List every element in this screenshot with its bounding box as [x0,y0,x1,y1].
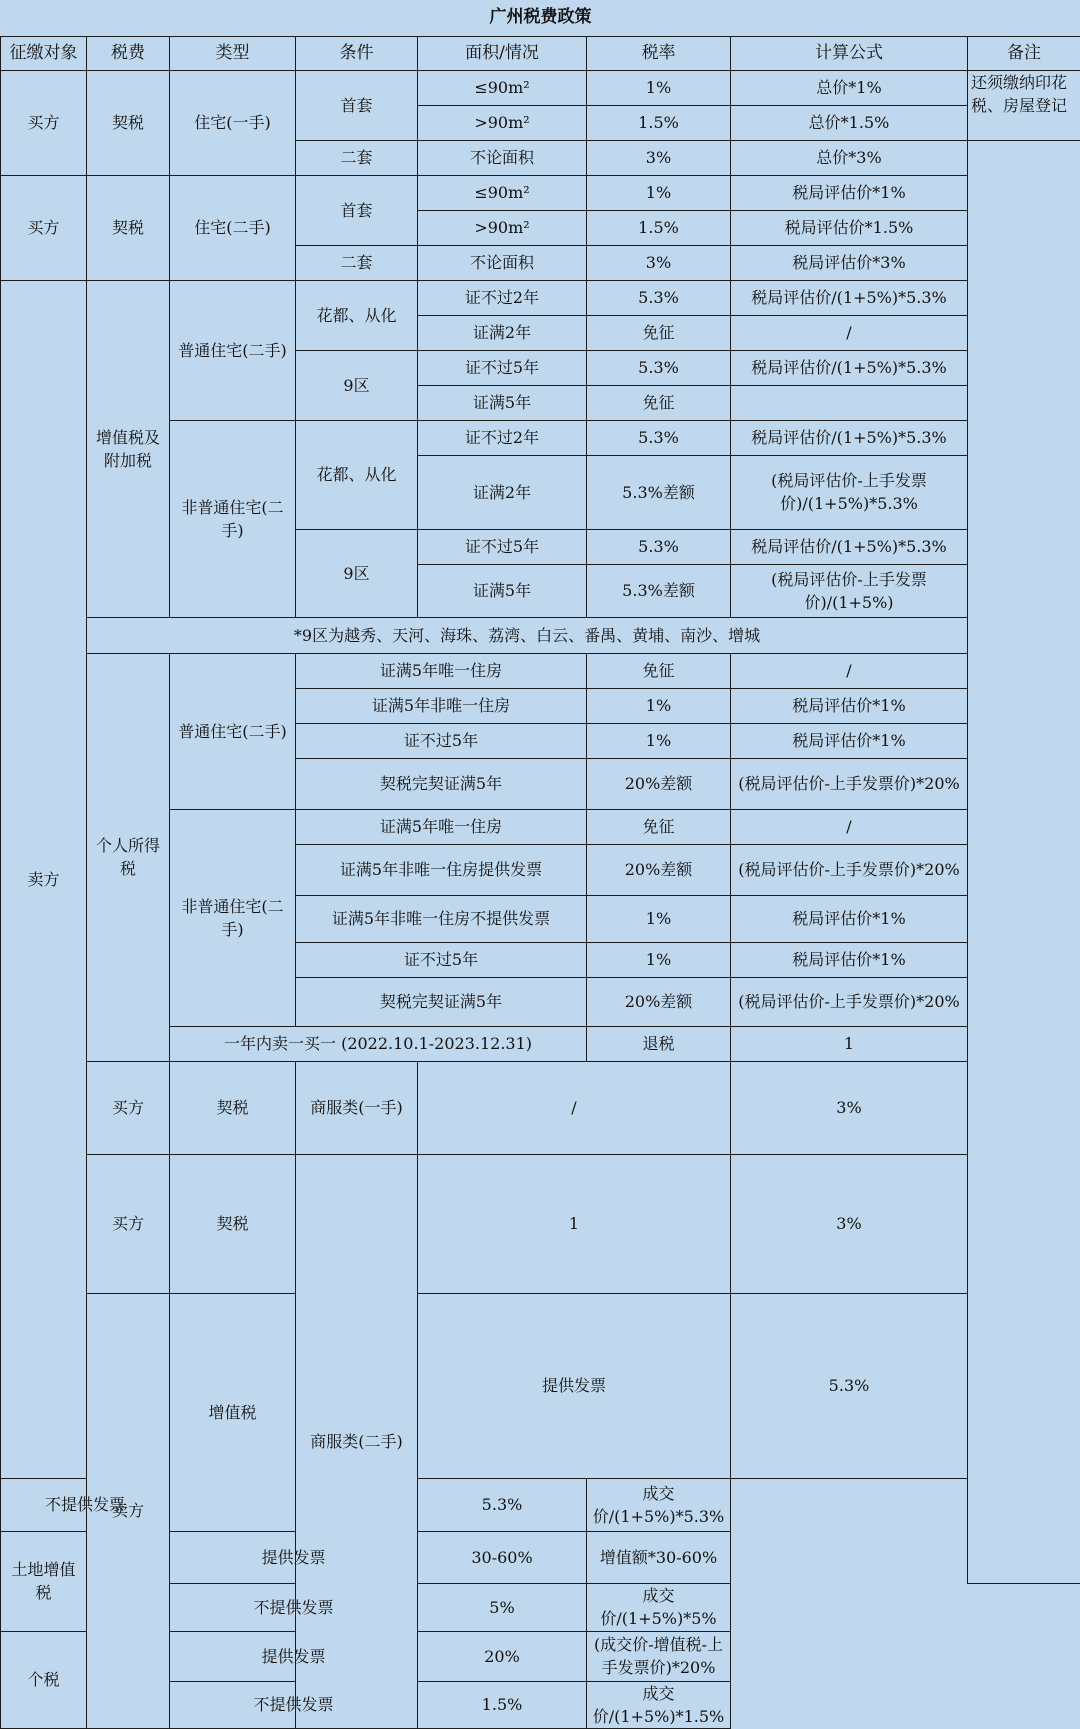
formula-cell: 税局评估价*1% [731,175,968,210]
type-cell: 非普通住宅(二手) [170,809,296,1026]
rate-cell: 1.5% [587,210,731,245]
condition-cell: 首套 [296,70,418,140]
rate-cell: 1% [587,895,731,942]
condition-cell: 契税完契证满5年 [296,977,587,1026]
area-cell: 证不过2年 [418,420,587,455]
type-cell: 住宅(一手) [170,70,296,175]
rate-cell: 5.3% [587,529,731,564]
type-cell: 普通住宅(二手) [170,653,296,809]
remark-line: 还须缴纳印花税、房屋登记 [971,71,1077,117]
condition-cell: 花都、从化 [296,280,418,350]
condition-cell: 不提供发票 [1,1478,170,1531]
rate-cell: 3% [587,140,731,175]
condition-cell: 证满5年唯一住房 [296,653,587,688]
rate-cell: 5.3% [587,350,731,385]
tax-cell: 契税 [170,1061,296,1154]
condition-cell: 提供发票 [418,1293,731,1478]
area-cell: 证满5年 [418,385,587,420]
rate-cell: 5% [418,1583,587,1631]
type-cell: 商服类(一手) [296,1061,418,1154]
condition-cell: / [418,1061,731,1154]
formula-cell: 总价*1.5% [731,105,968,140]
area-cell: 证满5年 [418,564,587,617]
rate-cell: 3% [731,1154,968,1293]
type-cell: 住宅(二手) [170,175,296,280]
formula-cell: / [731,809,968,844]
formula-cell [731,385,968,420]
payer-cell: 卖方 [1,280,87,1478]
payer-cell: 买方 [87,1061,170,1154]
formula-cell: / [731,315,968,350]
tax-cell: 土地增值税 [1,1531,87,1631]
formula-cell: 税局评估价*1.5% [731,210,968,245]
formula-cell: (成交价-增值税-上手发票价)*20% [587,1631,731,1681]
rate-cell: 20%差额 [587,844,731,895]
rate-cell: 5.3%差额 [587,564,731,617]
condition-cell: 证满5年非唯一住房不提供发票 [296,895,587,942]
condition-cell: 提供发票 [170,1531,418,1583]
condition-cell: 不提供发票 [170,1583,418,1631]
condition-cell: 首套 [296,175,418,245]
formula-cell: 税局评估价/(1+5%)*5.3% [731,350,968,385]
rate-cell: 5.3%差额 [587,455,731,529]
rate-cell: 1% [587,942,731,977]
rate-cell: 免征 [587,385,731,420]
formula-cell: (税局评估价-上手发票价)*20% [731,977,968,1026]
area-cell: ≤90m² [418,70,587,105]
formula-cell: 税局评估价*1% [731,942,968,977]
condition-cell: 证满5年唯一住房 [296,809,587,844]
area-cell: 证不过5年 [418,529,587,564]
type-cell: 商服类(二手) [296,1154,418,1728]
rate-cell: 5.3% [418,1478,587,1531]
remark-cell [968,140,1080,1583]
formula-cell: 税局评估价*1% [731,688,968,723]
condition-cell: 提供发票 [170,1631,418,1681]
area-cell: 证满2年 [418,455,587,529]
area-cell: 证满2年 [418,315,587,350]
rate-cell: 退税 [587,1026,731,1061]
formula-cell: 总价*3% [731,140,968,175]
condition-cell: 证不过5年 [296,942,587,977]
rate-cell: 1% [587,723,731,758]
header-formula: 计算公式 [731,36,968,70]
formula-cell: 1 [731,1026,968,1061]
formula-cell: 税局评估价/(1+5%)*5.3% [731,529,968,564]
rate-cell: 免征 [587,809,731,844]
header-type: 类型 [170,36,296,70]
payer-cell: 买方 [1,175,87,280]
condition-cell: 一年内卖一买一 (2022.10.1-2023.12.31) [170,1026,587,1061]
rate-cell: 3% [731,1061,968,1154]
area-cell: 证不过5年 [418,350,587,385]
header-area: 面积/情况 [418,36,587,70]
payer-cell: 买方 [1,70,87,175]
formula-cell: (税局评估价-上手发票价)*20% [731,844,968,895]
area-cell: ≤90m² [418,175,587,210]
rate-cell: 5.3% [587,420,731,455]
condition-cell: 不提供发票 [170,1681,418,1728]
formula-cell: (税局评估价-上手发票价)/(1+5%) [731,564,968,617]
header-remark: 备注 [968,36,1080,70]
tax-cell: 增值税 [170,1293,296,1531]
rate-cell: 5.3% [587,280,731,315]
rate-cell: 免征 [587,315,731,350]
rate-cell: 1% [587,175,731,210]
formula-cell: / [731,653,968,688]
area-cell: 不论面积 [418,245,587,280]
formula-cell: 成交价/(1+5%)*5% [587,1583,731,1631]
table-title: 广州税费政策 [1,0,1080,36]
rate-cell: 20%差额 [587,977,731,1026]
formula-cell: 税局评估价/(1+5%)*5.3% [731,280,968,315]
header-rate: 税率 [587,36,731,70]
condition-cell: 1 [418,1154,731,1293]
tax-cell: 增值税及附加税 [87,280,170,617]
formula-cell: 税局评估价*1% [731,895,968,942]
payer-cell: 卖方 [87,1293,170,1728]
type-cell: 非普通住宅(二手) [170,420,296,617]
header-tax: 税费 [87,36,170,70]
tax-cell: 契税 [87,70,170,175]
header-condition: 条件 [296,36,418,70]
tax-cell: 个人所得税 [87,653,170,1061]
condition-cell: 9区 [296,350,418,420]
rate-cell: 20%差额 [587,758,731,809]
area-cell: >90m² [418,210,587,245]
condition-cell: 二套 [296,140,418,175]
formula-cell: 成交价/(1+5%)*1.5% [587,1681,731,1728]
condition-cell: 花都、从化 [296,420,418,529]
condition-cell: 证满5年非唯一住房提供发票 [296,844,587,895]
formula-cell: 税局评估价*1% [731,723,968,758]
rate-cell: 1.5% [418,1681,587,1728]
condition-cell: 二套 [296,245,418,280]
tax-cell: 个税 [1,1631,87,1728]
rate-cell: 1% [587,70,731,105]
rate-cell: 3% [587,245,731,280]
formula-cell: (税局评估价-上手发票价)*20% [731,758,968,809]
formula-cell: 增值额*30-60% [587,1531,731,1583]
remark-cell [968,70,1080,140]
rate-cell: 5.3% [731,1293,968,1478]
formula-cell: 总价*1% [731,70,968,105]
header-payer: 征缴对象 [1,36,87,70]
condition-cell: 9区 [296,529,418,617]
formula-cell: 成交价/(1+5%)*5.3% [587,1478,731,1531]
rate-cell: 1.5% [587,105,731,140]
payer-cell: 买方 [87,1154,170,1293]
rate-cell: 20% [418,1631,587,1681]
formula-cell: (税局评估价-上手发票价)/(1+5%)*5.3% [731,455,968,529]
tax-cell: 契税 [170,1154,296,1293]
condition-cell: 证不过5年 [296,723,587,758]
formula-cell: 税局评估价*3% [731,245,968,280]
nine-district-note: *9区为越秀、天河、海珠、荔湾、白云、番禺、黄埔、南沙、增城 [87,617,968,653]
type-cell: 普通住宅(二手) [170,280,296,420]
formula-cell: 税局评估价/(1+5%)*5.3% [731,420,968,455]
area-cell: 证不过2年 [418,280,587,315]
condition-cell: 证满5年非唯一住房 [296,688,587,723]
rate-cell: 1% [587,688,731,723]
rate-cell: 30-60% [418,1531,587,1583]
condition-cell: 契税完契证满5年 [296,758,587,809]
tax-cell: 契税 [87,175,170,280]
area-cell: >90m² [418,105,587,140]
area-cell: 不论面积 [418,140,587,175]
rate-cell: 免征 [587,653,731,688]
